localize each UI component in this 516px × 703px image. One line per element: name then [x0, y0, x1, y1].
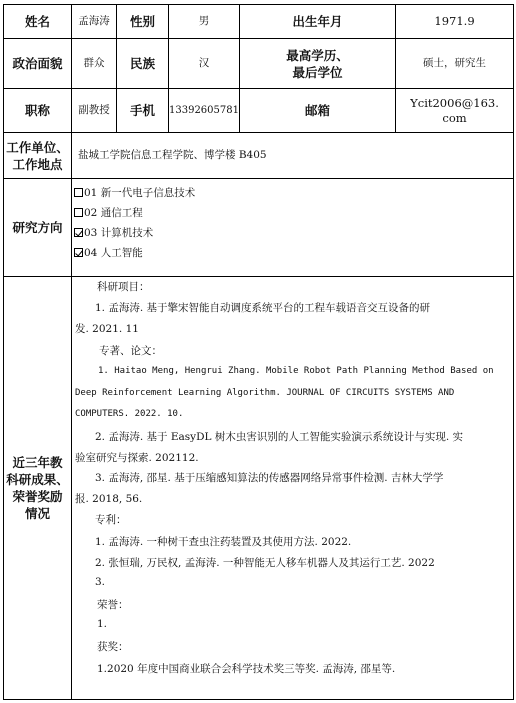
- checkbox-checked-icon: [74, 248, 83, 257]
- gender-label: 性别: [117, 5, 169, 39]
- paper-2-line2: 验室研究与探索. 202112.: [75, 452, 199, 464]
- paper-1-line2: Deep Reinforcement Learning Algorithm. JOURNAL OF CIRCUITS SYSTEMS AND: [75, 388, 455, 398]
- achievements-label: [4, 277, 72, 700]
- workplace-label: [4, 133, 72, 179]
- workplace-label-line2: 工作地点: [12, 156, 63, 172]
- degree-label-line2: 最后学位: [292, 64, 343, 80]
- award-1: 1.2020 年度中国商业联合会科学技术奖三等奖. 孟海涛, 邵星等.: [97, 663, 396, 675]
- ethnic-label: 民族: [117, 39, 169, 89]
- name-value: 孟海涛: [72, 5, 117, 39]
- workplace-value: 盐城工学院信息工程学院、博学楼 B405: [72, 133, 514, 179]
- project-1-line2: 发. 2021. 11: [75, 323, 139, 335]
- research-options: [72, 179, 514, 277]
- research-option-label: 03 计算机技术: [84, 227, 154, 239]
- row-achievements: [4, 277, 514, 700]
- degree-label: [240, 39, 396, 89]
- honor-1: 1.: [97, 618, 108, 630]
- paper-1-line3: COMPUTERS. 2022. 10.: [75, 409, 184, 419]
- email-label: 邮箱: [240, 89, 396, 133]
- name-label: 姓名: [4, 5, 72, 39]
- research-label: 研究方向: [4, 179, 72, 277]
- achievements-label-line1: 近三年教: [12, 455, 63, 470]
- patent-1: 1. 孟海涛. 一种树干查虫注药装置及其使用方法. 2022.: [95, 536, 352, 548]
- research-option: [74, 183, 513, 203]
- gender-value: 男: [169, 5, 240, 39]
- row-research: [4, 179, 514, 277]
- email-line2: com: [442, 110, 467, 125]
- title-label: 职称: [4, 89, 72, 133]
- political-value: 群众: [72, 39, 117, 89]
- project-1-line1: 1. 孟海涛. 基于擎宋智能自动调度系统平台的工程车载语音交互设备的研: [95, 302, 431, 314]
- research-option-label: 01 新一代电子信息技术: [84, 187, 196, 199]
- degree-value: 硕士，研究生: [396, 39, 514, 89]
- patents-heading: 专利：: [95, 514, 127, 526]
- patent-2-line1: 2. 张恒瑞, 万民权, 孟海涛. 一种智能无人移车机器人及其运行工艺. 2022: [95, 557, 435, 569]
- row-political: [4, 39, 514, 89]
- achievements-label-line3: 荣誉奖励: [12, 489, 63, 504]
- patent-2-line2: 3.: [95, 576, 106, 588]
- workplace-label-line1: 工作单位、: [6, 139, 69, 155]
- paper-2-line1: 2. 孟海涛. 基于 EasyDL 树木虫害识别的人工智能实验演示系统设计与实现. 实: [95, 431, 464, 443]
- political-label: 政治面貌: [4, 39, 72, 89]
- checkbox-empty-icon: [74, 188, 83, 197]
- ethnic-value: 汉: [169, 39, 240, 89]
- honors-heading: 荣誉：: [97, 599, 129, 611]
- papers-heading: 专著、论文：: [99, 345, 162, 357]
- row-workplace: [4, 133, 514, 179]
- row-basic-info: [4, 5, 514, 39]
- projects-heading: 科研项目：: [97, 281, 150, 293]
- profile-form: [3, 4, 513, 700]
- research-option-label: 04 人工智能: [84, 247, 143, 259]
- email-line1: Ycit2006@163.: [410, 95, 499, 110]
- profile-table: [3, 4, 514, 700]
- phone-label: 手机: [117, 89, 169, 133]
- paper-1-line1: 1. Haitao Meng, Hengrui Zhang. Mobile Robot Path Planning Method Based on: [98, 366, 494, 376]
- achievements-content: [72, 277, 514, 700]
- checkbox-empty-icon: [74, 208, 83, 217]
- degree-label-line1: 最高学历、: [286, 47, 349, 63]
- paper-3-line1: 3. 孟海涛, 邵星. 基于压缩感知算法的传感器网络异常事件检测. 吉林大学学: [95, 472, 444, 484]
- achievements-label-line2: 科研成果、: [6, 472, 69, 487]
- research-option-label: 02 通信工程: [84, 207, 143, 219]
- awards-heading: 获奖：: [97, 641, 129, 653]
- research-option: [74, 223, 513, 243]
- title-value: 副教授: [72, 89, 117, 133]
- paper-3-line2: 报. 2018, 56.: [75, 493, 143, 505]
- email-value: [396, 89, 514, 133]
- row-title: [4, 89, 514, 133]
- achievements-label-line4: 情况: [24, 506, 50, 521]
- phone-value: 13392605781: [169, 89, 240, 133]
- birth-value: 1971.9: [396, 5, 514, 39]
- checkbox-checked-icon: [74, 228, 83, 237]
- research-option: [74, 243, 513, 263]
- research-option: [74, 203, 513, 223]
- birth-label: 出生年月: [240, 5, 396, 39]
